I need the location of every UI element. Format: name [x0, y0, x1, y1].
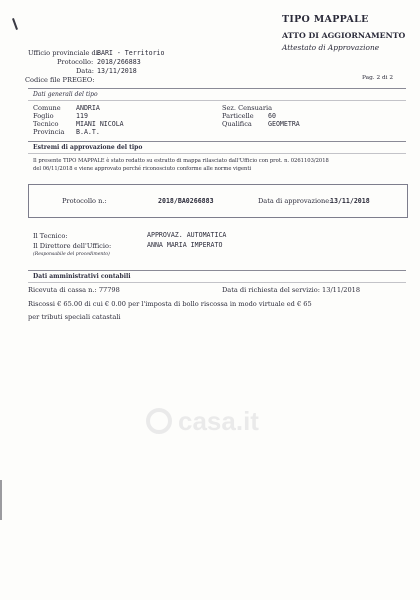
provincia-value: B.A.T. [76, 128, 100, 136]
riscossi-line-1: Riscossi € 65.00 di cui € 0.00 per l'imposta di bollo riscossa in modo virtuale ed € 65 [28, 300, 312, 308]
foglio-value: 119 [76, 112, 88, 120]
tecnico-label: Tecnico [33, 120, 59, 128]
divider-amministrativi-bottom [28, 282, 406, 283]
divider-dati-generali-bottom [28, 100, 406, 101]
approvazione-protocollo-label: Protocollo n.: [62, 197, 107, 205]
estremi-text-line-1: Il presente TIPO MAPPALE è stato redatto su estratto di mappa rilasciato dall'Ufficio con prot. n. 0261103/2018 [33, 158, 329, 164]
watermark-text: casa.it [178, 406, 259, 436]
divider-dati-generali [28, 88, 406, 89]
particelle-label: Particelle [222, 112, 254, 120]
il-tecnico-value: APPROVAZ. AUTOMATICA [147, 231, 227, 239]
ufficio-label: Ufficio provinciale di: [28, 49, 101, 57]
provincia-label: Provincia [33, 128, 65, 136]
riscossi-line-2: per tributi speciali catastali [28, 313, 121, 321]
protocollo-label: Protocollo: [57, 58, 94, 66]
responsabile-label: (Responsabile del procedimento) [33, 252, 110, 257]
ricevuta-cassa: Ricevuta di cassa n.: 77798 [28, 286, 120, 294]
direttore-label: Il Direttore dell'Ufficio: [33, 242, 112, 250]
divider-amministrativi [28, 270, 406, 271]
approvazione-protocollo-value: 2018/BA0266883 [158, 197, 214, 205]
comune-label: Comune [33, 104, 61, 112]
divider-estremi [28, 141, 406, 142]
direttore-value: ANNA MARIA IMPERATO [147, 241, 223, 249]
ufficio-value: BARI - Territorio [97, 49, 165, 57]
page-number: Pag. 2 di 2 [362, 75, 394, 81]
particelle-value: 60 [268, 112, 276, 120]
data-richiesta-servizio: Data di richiesta del servizio: 13/11/2018 [222, 286, 361, 294]
data-value: 13/11/2018 [97, 67, 137, 75]
tecnico-value: MIANI NICOLA [76, 120, 124, 128]
il-tecnico-label: Il Tecnico: [33, 232, 68, 240]
qualifica-label: Qualifica [222, 120, 252, 128]
approvazione-data-value: 13/11/2018 [330, 197, 370, 205]
approvazione-data-label: Data di approvazione: [258, 197, 332, 205]
document-title: TIPO MAPPALE [282, 14, 369, 25]
document-subtitle: ATTO DI AGGIORNAMENTO [282, 31, 406, 40]
scan-mark-top-left [12, 18, 18, 30]
scan-mark-left-edge [0, 480, 2, 520]
comune-value: ANDRIA [76, 104, 100, 112]
estremi-text-line-2: del 06/11/2018 e viene approvato perché riconosciuto conforme alle norme vigenti [33, 166, 252, 172]
sez-censuaria-label: Sez. Censuaria [222, 104, 273, 112]
divider-estremi-bottom [28, 153, 406, 154]
qualifica-value: GEOMETRA [268, 120, 300, 128]
dati-generali-heading: Dati generali del tipo [33, 91, 98, 98]
document-subtitle-2: Attestato di Approvazione [282, 43, 380, 52]
data-label: Data: [76, 67, 95, 75]
casa-it-watermark [140, 400, 280, 444]
estremi-heading: Estremi di approvazione del tipo [33, 144, 143, 151]
foglio-label: Foglio [33, 112, 54, 120]
watermark-logo-icon [146, 408, 172, 434]
protocollo-value: 2018/266883 [97, 58, 141, 66]
codice-file-label: Codice file PREGEO: [25, 76, 95, 84]
amministrativi-heading: Dati amministrativi contabili [33, 273, 131, 280]
